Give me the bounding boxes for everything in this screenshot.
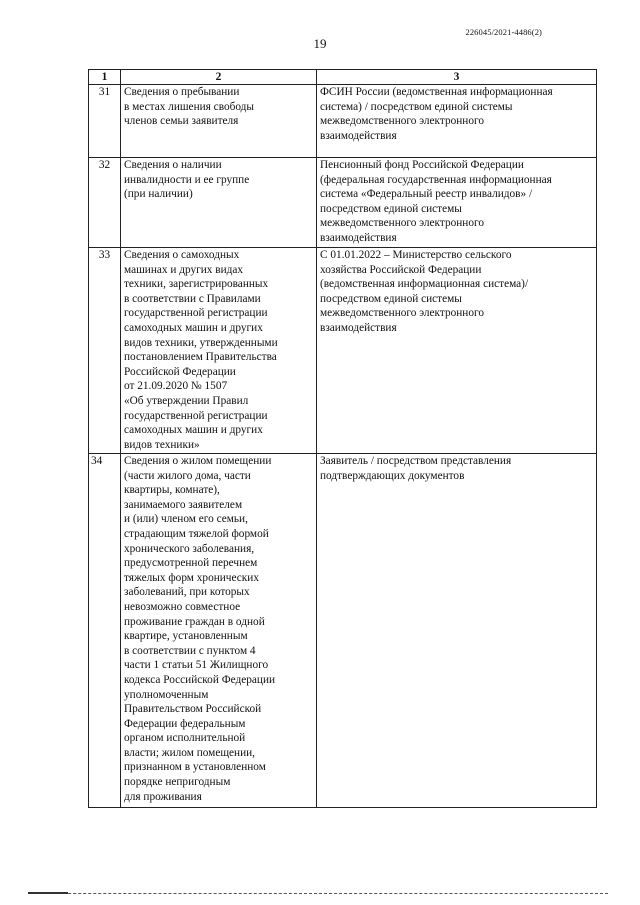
row-info-line: техники, зарегистрированных [124, 278, 269, 291]
row-source-line: взаимодействия [320, 321, 397, 334]
row-info-line: страдающим тяжелой формой [124, 527, 269, 540]
row-source-line: (федеральная государственная информационная [320, 173, 552, 186]
table-row [89, 248, 597, 454]
row-info-line: инвалидности и ее группе [124, 173, 250, 186]
row-source-line: С 01.01.2022 – Министерство сельского [320, 249, 512, 261]
row-info-line: предусмотренной перечнем [124, 557, 258, 570]
row-info-line: машинах и других видах [124, 263, 244, 276]
row-info-line: хронического заболевания, [124, 542, 255, 555]
row-info-line: и (или) членом его семьи, [124, 513, 248, 526]
row-info-line: государственной регистрации [124, 409, 268, 422]
row-number: 31 [89, 85, 121, 158]
row-info-line: признанном в установленном [124, 761, 266, 774]
row-source-line: ФСИН России (ведомственная информационная [320, 86, 553, 98]
row-source-line: взаимодействия [320, 231, 397, 244]
row-source-line: межведомственного электронного [320, 307, 484, 320]
row-info-line: в местах лишения свободы [124, 100, 255, 113]
row-info-line: самоходных машин и других [124, 424, 263, 437]
row-info-cell [121, 158, 317, 248]
row-source-line: посредством единой системы [320, 292, 462, 305]
column-header-3: 3 [317, 70, 597, 85]
row-info-line: квартире, установленным [124, 630, 248, 643]
row-source-line: межведомственного электронного [320, 217, 484, 230]
row-info-line: заболеваний, при которых [124, 586, 250, 599]
row-info-line: самоходных машин и других [124, 321, 263, 334]
row-info-line: Федерации федеральным [124, 717, 246, 730]
row-info-line: от 21.09.2020 № 1507 [124, 380, 228, 393]
data-sources-table [88, 69, 597, 808]
row-info-line: тяжелых форм хронических [124, 571, 259, 584]
row-info-line: постановлением Правительства [124, 351, 277, 364]
row-source-cell [317, 248, 597, 454]
row-info-line: в соответствии с пунктом 4 [124, 644, 256, 657]
row-source-cell [317, 158, 597, 248]
row-source-line: Заявитель / посредством представления [320, 455, 512, 467]
document-registration-code: 226045/2021-4486(2) [465, 27, 542, 37]
row-info-cell [121, 248, 317, 454]
row-info-cell [121, 454, 317, 808]
row-info-line: (части жилого дома, части [124, 469, 251, 482]
row-info-line: Сведения о пребывании [124, 86, 240, 98]
row-source-line: межведомственного электронного [320, 115, 484, 128]
column-header-1: 1 [89, 70, 121, 85]
row-source-line: система) / посредством единой системы [320, 100, 513, 113]
row-number: 34 [89, 454, 121, 808]
row-source-line: подтверждающих документов [320, 469, 465, 482]
row-info-line: проживание граждан в одной [124, 615, 265, 628]
row-info-line: Сведения о наличии [124, 159, 222, 171]
row-number: 33 [89, 248, 121, 454]
row-source-line: система «Федеральный реестр инвалидов» / [320, 188, 533, 201]
row-source-cell [317, 454, 597, 808]
row-info-line: порядке непригодным [124, 776, 231, 789]
row-info-line: Сведения о самоходных [124, 249, 240, 261]
row-source-line: Пенсионный фонд Российской Федерации [320, 159, 524, 171]
row-info-line: квартиры, комнате), [124, 484, 220, 497]
row-info-line: власти; жилом помещении, [124, 746, 256, 759]
page-number: 19 [313, 36, 327, 51]
row-source-line: хозяйства Российской Федерации [320, 263, 482, 276]
row-info-line: членов семьи заявителя [124, 115, 239, 128]
page-bottom-mark [28, 892, 68, 894]
row-info-line: невозможно совместное [124, 600, 241, 613]
row-info-line: видов техники» [124, 438, 200, 451]
row-info-line: Правительством Российской [124, 703, 262, 716]
row-info-line: части 1 статьи 51 Жилищного [124, 659, 269, 672]
row-info-line: для проживания [124, 790, 202, 803]
row-source-cell [317, 85, 597, 158]
row-info-line: занимаемого заявителем [124, 498, 243, 511]
row-info-line: в соответствии с Правилами [124, 292, 261, 305]
column-header-2: 2 [121, 70, 317, 85]
table-row [89, 158, 597, 248]
row-source-line: (ведомственная информационная система)/ [320, 278, 529, 291]
page-bottom-divider [28, 893, 608, 894]
row-info-line: (при наличии) [124, 188, 193, 201]
row-info-line: «Об утверждении Правил [124, 394, 249, 407]
table-row [89, 85, 597, 158]
row-info-cell [121, 85, 317, 158]
table-row [89, 454, 597, 808]
row-info-line: органом исполнительной [124, 732, 246, 745]
row-number: 32 [89, 158, 121, 248]
row-source-line: взаимодействия [320, 129, 397, 142]
row-info-line: Сведения о жилом помещении [124, 455, 272, 467]
row-info-line: уполномоченным [124, 688, 209, 701]
row-info-line: государственной регистрации [124, 307, 268, 320]
row-info-line: видов техники, утвержденными [124, 336, 278, 349]
table-header-row [89, 70, 597, 85]
row-info-line: кодекса Российской Федерации [124, 673, 276, 686]
row-source-line: посредством единой системы [320, 202, 462, 215]
row-info-line: Российской Федерации [124, 365, 236, 378]
